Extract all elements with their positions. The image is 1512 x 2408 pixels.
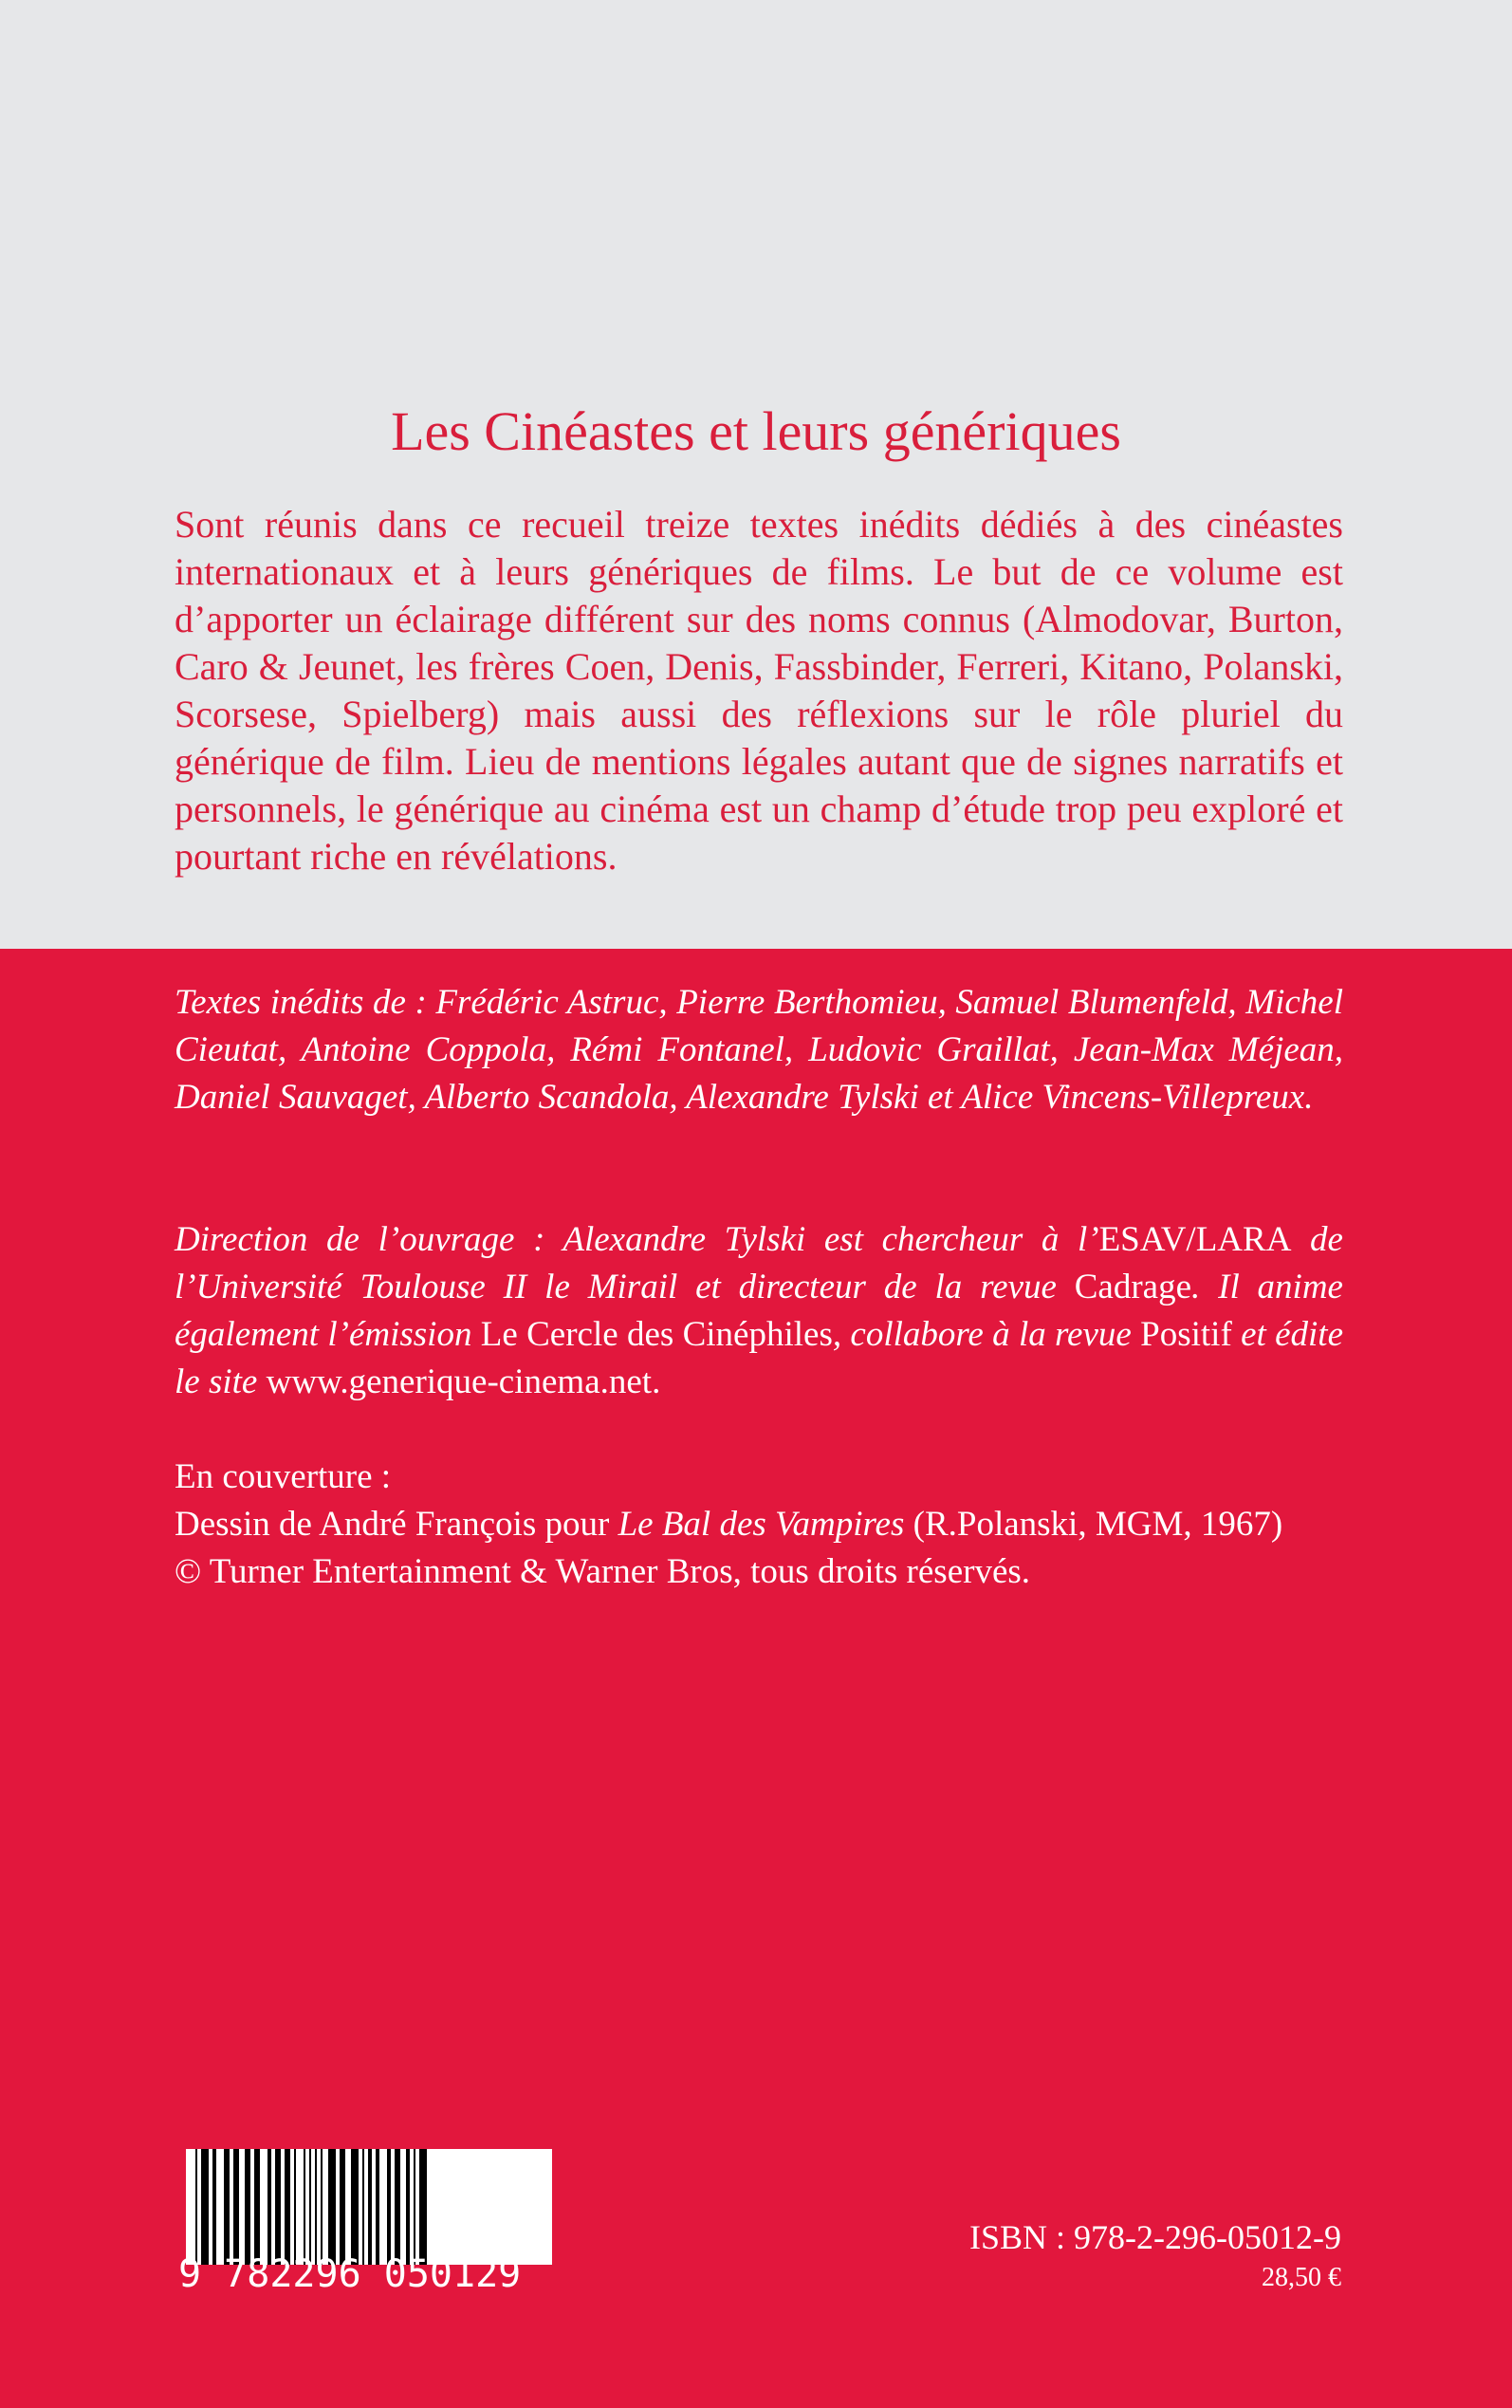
film-title: Le Bal des Vampires: [618, 1505, 905, 1544]
barcode-bar: [254, 2149, 260, 2265]
barcode-bar: [395, 2149, 400, 2265]
barcode-bar: [315, 2149, 317, 2265]
barcode-bar: [419, 2149, 427, 2265]
direction-paragraph: [175, 1216, 1343, 1406]
cover-credit-drawing: [175, 1501, 1343, 1548]
direction-text-2: de l’Université Toulouse II le Mirail et directeur de la revue: [175, 1220, 1343, 1306]
barcode-bar: [414, 2149, 415, 2265]
direction-text-4: , collabore à la revue: [832, 1315, 1141, 1354]
barcode-bar: [304, 2149, 305, 2265]
barcode-bar: [376, 2149, 379, 2265]
barcode-bar: [224, 2149, 230, 2265]
revue-positif: Positif: [1140, 1315, 1232, 1354]
direction-text-1: Direction de l’ouvrage : Alexandre Tylski est chercheur à l’: [175, 1220, 1099, 1259]
barcode-bar: [387, 2149, 391, 2265]
barcode-bar: [245, 2149, 250, 2265]
barcode-bar: [275, 2149, 281, 2265]
price: 28,50 €: [1262, 2263, 1341, 2292]
revue-cadrage: Cadrage: [1074, 1268, 1192, 1306]
authors-list: Textes inédits de : Frédéric Astruc, Pierre Berthomieu, Samuel Blumenfeld, Michel Cieutat, Antoine Coppola, Rémi Fontanel, Ludovic Graillat, Jean-Max Méjean, Daniel Sauvaget, Alberto Scandola, Alexandre Tylski et Alice Vincens-Villepreux.: [175, 983, 1343, 1117]
barcode-bar: [195, 2149, 197, 2265]
isbn: ISBN : 978-2-296-05012-9: [969, 2218, 1341, 2256]
barcode-bars: [186, 2149, 552, 2265]
credit-drawing-end: (R.Polanski, MGM, 1967): [904, 1505, 1283, 1544]
cover-credit: [175, 1454, 1343, 1596]
barcode-bar: [368, 2149, 372, 2265]
website-url: www.generique-cinema.net: [266, 1362, 653, 1401]
direction-end: .: [652, 1362, 661, 1401]
barcode-bar: [201, 2149, 209, 2265]
barcode-bar: [309, 2149, 311, 2265]
barcode-bar: [285, 2149, 290, 2265]
barcode-bar: [340, 2149, 345, 2265]
barcode-bar: [328, 2149, 336, 2265]
barcode-bar: [267, 2149, 271, 2265]
barcode: [186, 2149, 552, 2265]
book-summary: Sont réunis dans ce recueil treize textes inédits dédiés à des cinéastes internationaux et à leurs génériques de films. Le but de ce volume est d’apporter un éclairage différent sur des noms connus (Almodovar, Burton, Caro & Jeunet, les frères Coen, Denis, Fassbinder, Ferreri, Kitano, Polanski, Scorsese, Spielberg) mais aussi des réflexions sur le rôle pluriel du générique de film. Lieu de mentions légales autant que de signes narratifs et personnels, le générique au cinéma est un champ d’étude trop peu exploré et pourtant riche en révélations.: [175, 503, 1343, 878]
direction-text-3: . Il anime également l’émission: [175, 1268, 1343, 1354]
esav-lara: ESAV/LARA: [1098, 1220, 1292, 1259]
barcode-digits: 9 782296 050129: [178, 2252, 522, 2296]
emission-name: Le Cercle des Cinéphiles: [480, 1315, 833, 1354]
barcode-bar: [351, 2149, 359, 2265]
book-title: Les Cinéastes et leurs génériques: [391, 400, 1121, 462]
barcode-bar: [406, 2149, 410, 2265]
barcode-bar: [294, 2149, 296, 2265]
barcode-bar: [362, 2149, 364, 2265]
direction-text-5: et édite le site: [175, 1315, 1343, 1401]
credit-drawing-start: Dessin de André François pour: [175, 1505, 618, 1544]
barcode-bar: [212, 2149, 216, 2265]
cover-credit-heading: En couverture :: [175, 1457, 392, 1496]
barcode-bar: [321, 2149, 323, 2265]
copyright-line: © Turner Entertainment & Warner Bros, tous droits réservés.: [175, 1552, 1031, 1591]
barcode-bar: [233, 2149, 239, 2265]
